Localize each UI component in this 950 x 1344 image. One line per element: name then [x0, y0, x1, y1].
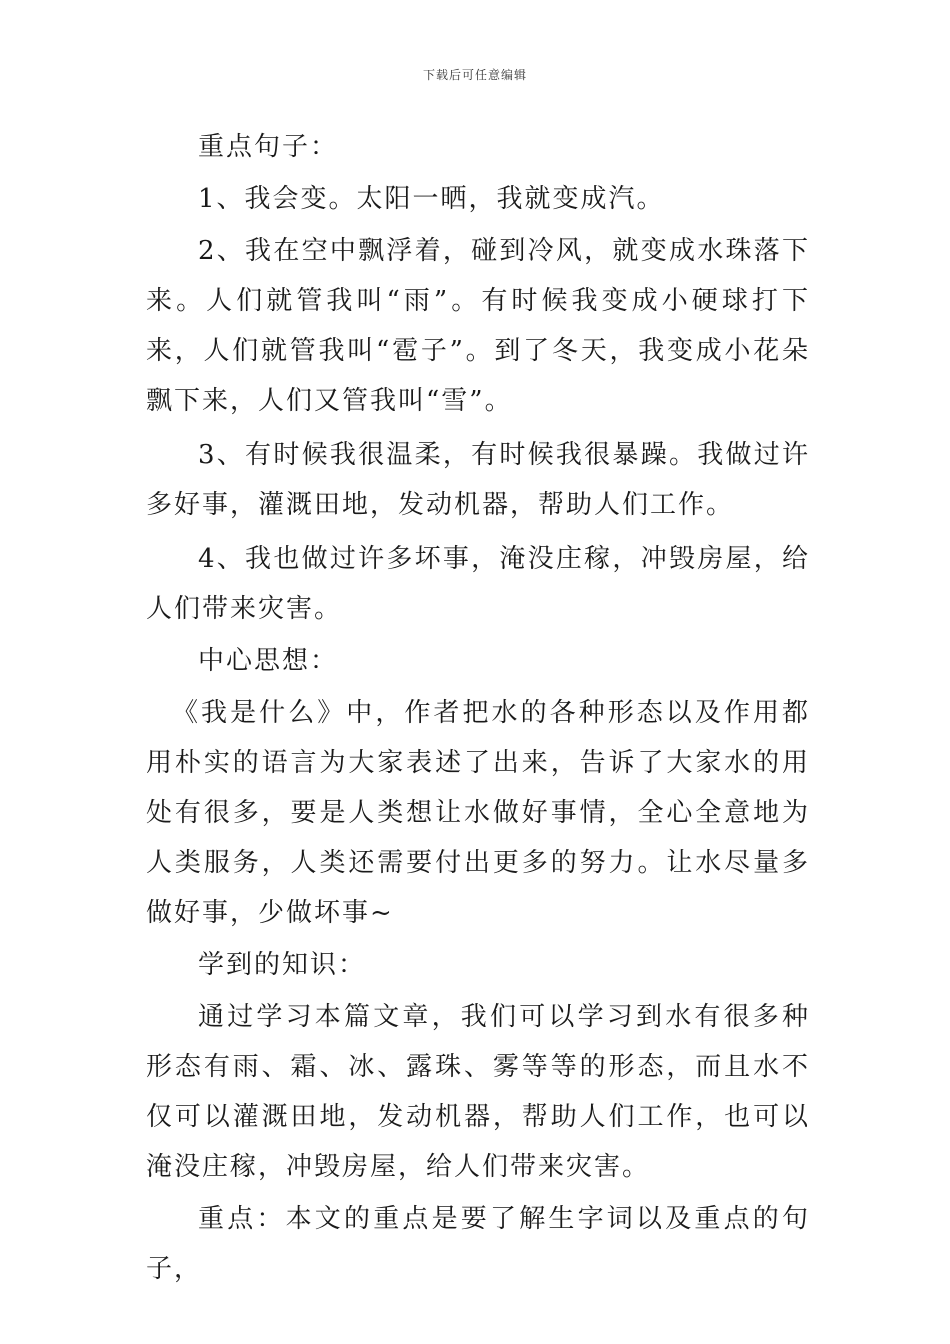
- paragraph-key-points: 重点：本文的重点是要了解生字词以及重点的句子，: [146, 1204, 810, 1284]
- paragraph-sentence-1: 1、我会变。太阳一晒，我就变成汽。: [198, 184, 665, 214]
- page-header: 下载后可任意编辑: [422, 68, 527, 82]
- paragraph-central-idea: 《我是什么》中，作者把水的各种形态以及作用都用朴实的语言为大家表述了出来，告诉了大家水的用处有很多，要是人类想让水做好事情，全心全意地为人类服务，人类还需要付出更多的努力。让水尽量多做好事，少做坏事~: [146, 698, 810, 928]
- section-heading-central-idea: 中心思想：: [198, 646, 339, 676]
- paragraph-sentence-4: 4、我也做过许多坏事，淹没庄稼，冲毁房屋，给人们带来灾害。: [146, 544, 810, 624]
- section-heading-knowledge: 学到的知识：: [198, 950, 367, 980]
- paragraph-knowledge: 通过学习本篇文章，我们可以学习到水有很多种形态有雨、霜、冰、露珠、雾等等的形态，而且水不仅可以灌溉田地，发动机器，帮助人们工作，也可以淹没庄稼，冲毁房屋，给人们带来灾害。: [146, 1002, 810, 1182]
- paragraph-sentence-2: 2、我在空中飘浮着，碰到冷风，就变成水珠落下来。人们就管我叫“雨”。有时候我变成小硬球打下来，人们就管我叫“雹子”。到了冬天，我变成小花朵飘下来，人们又管我叫“雪”。: [146, 236, 810, 416]
- document-body: [146, 122, 810, 1294]
- paragraph-sentence-3: 3、有时候我很温柔，有时候我很暴躁。我做过许多好事，灌溉田地，发动机器，帮助人们工作。: [146, 440, 810, 520]
- section-heading-key-sentences: 重点句子：: [198, 132, 339, 162]
